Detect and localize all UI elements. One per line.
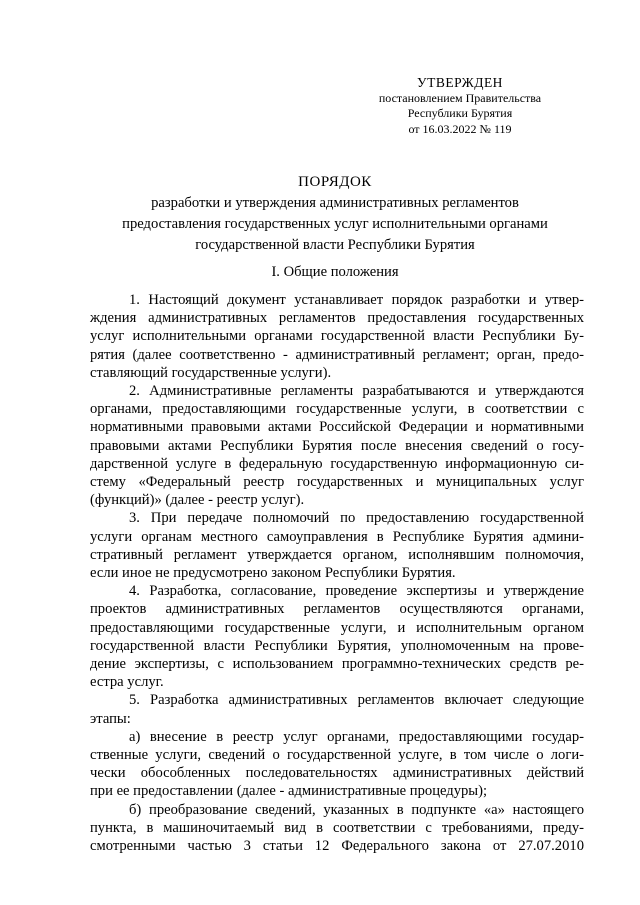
text-line: предоставляющими государственные услуги, и исполнительным органом: [90, 619, 584, 636]
title-line-2: предоставления государственных услуг исполнительными органами: [122, 216, 548, 232]
text-line: органами, предоставляющими государственные услуги, в соответствии с: [90, 401, 584, 418]
text-line: смотренными частью 3 статьи 12 Федерального закона от 27.07.2010: [90, 838, 584, 855]
document-title: [70, 172, 600, 256]
text-line: если иное не предусмотрено законом Республики Бурятия.: [90, 565, 456, 582]
approval-stamp: УТВЕРЖДЕН: [417, 75, 503, 90]
text-line: правовыми актами Республики Бурятия после внесения сведений о госу-: [90, 437, 584, 454]
title-main: ПОРЯДОК: [298, 174, 372, 190]
text-line: дение экспертизы, с использованием программно-технических средств ре-: [90, 656, 584, 673]
approval-line-1: постановлением Правительства: [378, 90, 542, 105]
text-line: рятия (далее соответственно - административный регламент; орган, предо-: [90, 346, 584, 363]
text-line: 2. Административные регламенты разрабатываются и утверждаются: [129, 383, 584, 400]
approval-block: [360, 75, 560, 137]
text-line: 1. Настоящий документ устанавливает порядок разработки и утвер-: [129, 292, 584, 308]
text-line: государственной власти Республики Бурятия, уполномоченным на прове-: [90, 637, 584, 654]
text-line: ственные услуги, сведений о государственной услуге, в том числе о логи-: [90, 747, 584, 764]
text-line: услуг исполнительными органами государственной власти Республики Бу-: [90, 328, 584, 345]
title-line-3: государственной власти Республики Бурятия: [195, 237, 475, 253]
text-line: б) преобразование сведений, указанных в подпункте «а» настоящего: [129, 801, 584, 818]
section-heading: I. Общие положения: [271, 264, 399, 280]
text-line: услуги органам местного самоуправления в Республике Бурятия админи-: [90, 528, 584, 545]
title-line-1: разработки и утверждения административных регламентов: [151, 195, 519, 211]
text-line: 4. Разработка, согласование, проведение экспертизы и утверждение: [129, 583, 584, 600]
text-line: этапы:: [90, 710, 131, 727]
text-line: стему «Федеральный реестр государственных и муниципальных услуг: [90, 474, 584, 491]
text-line: 3. При передаче полномочий по предоставлению государственной: [129, 510, 584, 527]
approval-line-2: Республики Бурятия: [407, 106, 513, 120]
text-line: при ее предоставлении (далее - административные процедуры);: [90, 783, 488, 800]
text-line: чески обособленных последовательностях административных действий: [90, 765, 584, 782]
text-line: (функций)» (далее - реестр услуг).: [90, 492, 305, 509]
text-line: ставляющий государственные услуги).: [90, 364, 332, 381]
document-body: [90, 291, 584, 855]
text-line: а) внесение в реестр услуг органами, предоставляющими государ-: [129, 728, 584, 745]
text-line: естра услуг.: [90, 674, 164, 691]
text-line: 5. Разработка административных регламентов включает следующие: [129, 692, 584, 709]
text-line: ждения административных регламентов предоставления государственных: [90, 310, 584, 327]
text-line: нормативными правовыми актами Российской Федерации и нормативными: [90, 419, 584, 436]
approval-line-3: от 16.03.2022 № 119: [408, 121, 512, 136]
text-line: пункта, в машиночитаемый вид в соответствии с требованиями, преду-: [90, 819, 584, 836]
text-line: стративный регламент утверждается органом, исполнявшим полномочия,: [90, 546, 584, 563]
text-line: проектов административных регламентов осуществляются органами,: [90, 601, 584, 618]
text-line: дарственной услуге в федеральную государственную информационную си-: [90, 455, 584, 472]
